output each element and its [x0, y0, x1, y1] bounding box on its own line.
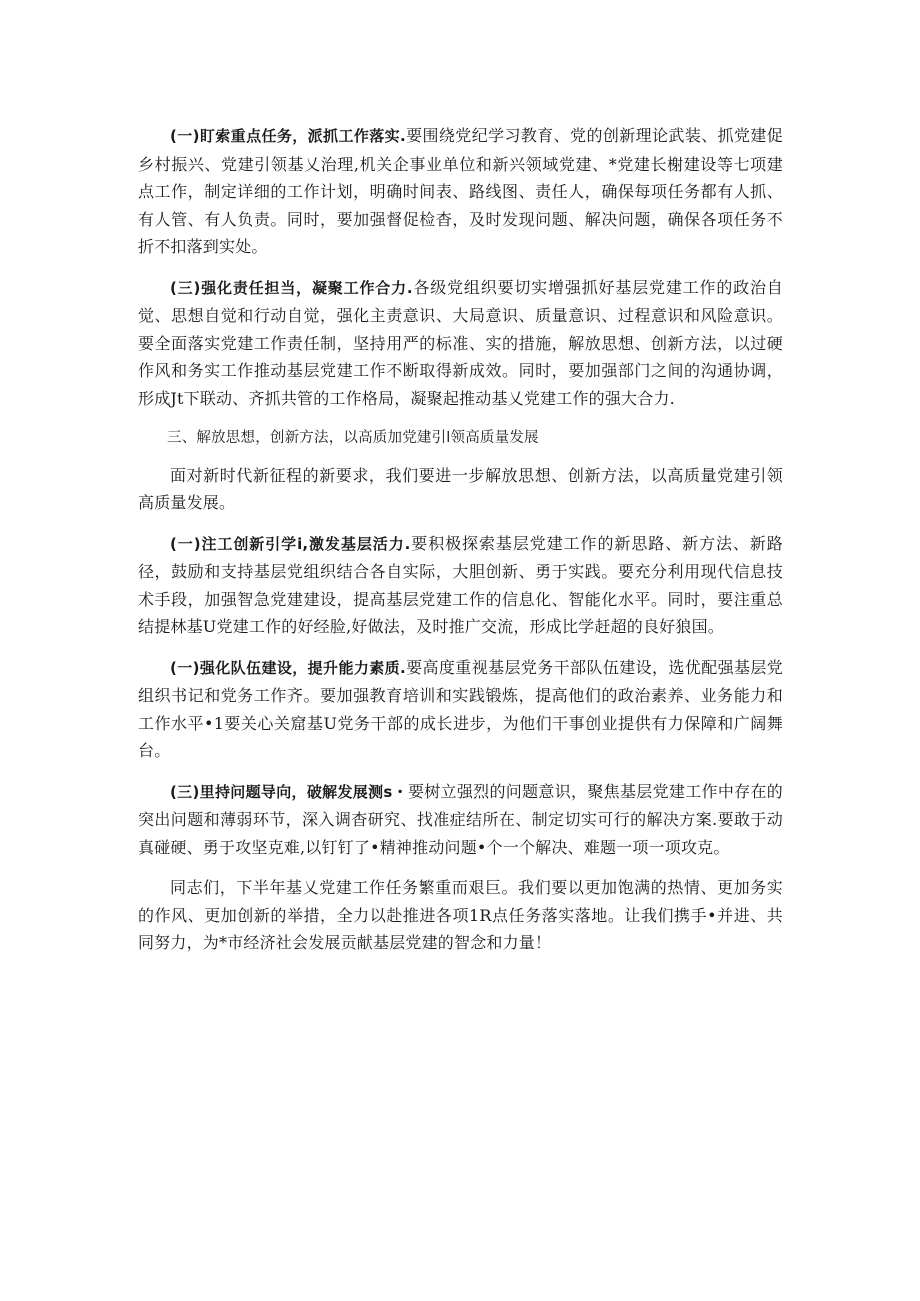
paragraph-body: 各级党组织要切实增强抓好基层党建工作的政治自觉、思想自觉和行动自觉，强化主责意识、大局意识、质量意识、过程意识和风险意识。要全面落实党建工作责任制，坚持用严的标准、实的措施，解放思想、创新方法，以过硬作风和务实工作推动基层党建工作不断取得新成效。同时，要加强部门之间的沟通协调，形成Jt下联动、齐抓共管的工作格局，凝聚起推动基乂党建工作的强大合力.	[138, 277, 783, 408]
paragraph-lead: (三)里持问题导向，破解发展测s・	[170, 782, 408, 801]
paragraph-lead: (一)强化队伍建设，提升能力素质.	[170, 658, 406, 677]
paragraph-team-building	[138, 654, 783, 765]
paragraph-responsibility	[138, 274, 783, 413]
paragraph-problem-oriented	[138, 778, 783, 862]
paragraph-lead: (一)盯索重点任务，派抓工作落实.	[170, 127, 406, 145]
paragraph-body: 面对新时代新征程的新要求，我们要进一步解放思想、创新方法，以高质量党建引领高质量发展。	[138, 465, 783, 512]
paragraph-body: 要树立强烈的问题意识，聚焦基层党建工作中存在的突出问题和薄弱环节，深入调杳研究、找准症结所在、制定切实可行的解决方案.要敢于动真碰硬、勇于攻坚克难,以钉钉了•精神推动问题•个一个解决、难题一项一项攻克。	[138, 781, 783, 857]
paragraph-lead: (一)注工创新引学i,激发基层活力.	[170, 534, 411, 553]
paragraph-body: 要高度重视基层党务干部队伍建设，选优配强基层党组织书记和党务工作齐。要加强教育培训和实践锻炼，提高他们的政治素养、业务能力和工作水平•1要关心关窟基U党务干部的成长进步，为他们干事创业提供有力保障和广阔舞台。	[138, 657, 783, 760]
document-page	[138, 122, 783, 970]
paragraph-intro	[138, 462, 783, 517]
paragraph-body: 要积极探索基层党建工作的新思路、新方法、新路径，鼓励和支持基层党组织结合各自实际，大胆创新、勇于实践。要充分利用现代信息技术手段，加强智急党建建设，提高基层党建工作的信息化、智能化水平。同时，要注重总结提林基U党建工作的好经脸,好做法，及时推广交流，形成比学赶超的良好狼国。	[138, 533, 783, 636]
paragraph-body: 同志们，下半年基乂党建工作任务繁重而艰巨。我们要以更加饱满的热情、更加务实的作风、更加创新的举措，全力以赴推进各项1R点任务落实落地。让我们携手•并进、共同努力，为*市经济社会发展贡献基层党建的智念和力量！	[138, 878, 783, 952]
paragraph-body: 要围绕党纪学习教育、党的创新理论武装、抓党建促乡村振兴、党建引领基乂治理,机关企事业单位和新兴领域党建、*党建长榭建设等七项建点工作，制定详细的工作计划，明确时间表、路线图、责任人，确保每项任务都有人抓、有人管、有人负责。同时，要加强督促检杳，及时发现问题、解决问题，确保各项任务不折不扣落到实处。	[138, 126, 783, 256]
paragraph-innovation	[138, 530, 783, 641]
section-heading: 三、解放思想，创新方法，以高质加党建引l领高质量发展	[167, 430, 539, 446]
paragraph-lead: (三)强化责任担当，凝聚工作合力.	[170, 278, 413, 297]
paragraph-task-focus	[138, 122, 783, 261]
paragraph-closing	[138, 874, 783, 957]
